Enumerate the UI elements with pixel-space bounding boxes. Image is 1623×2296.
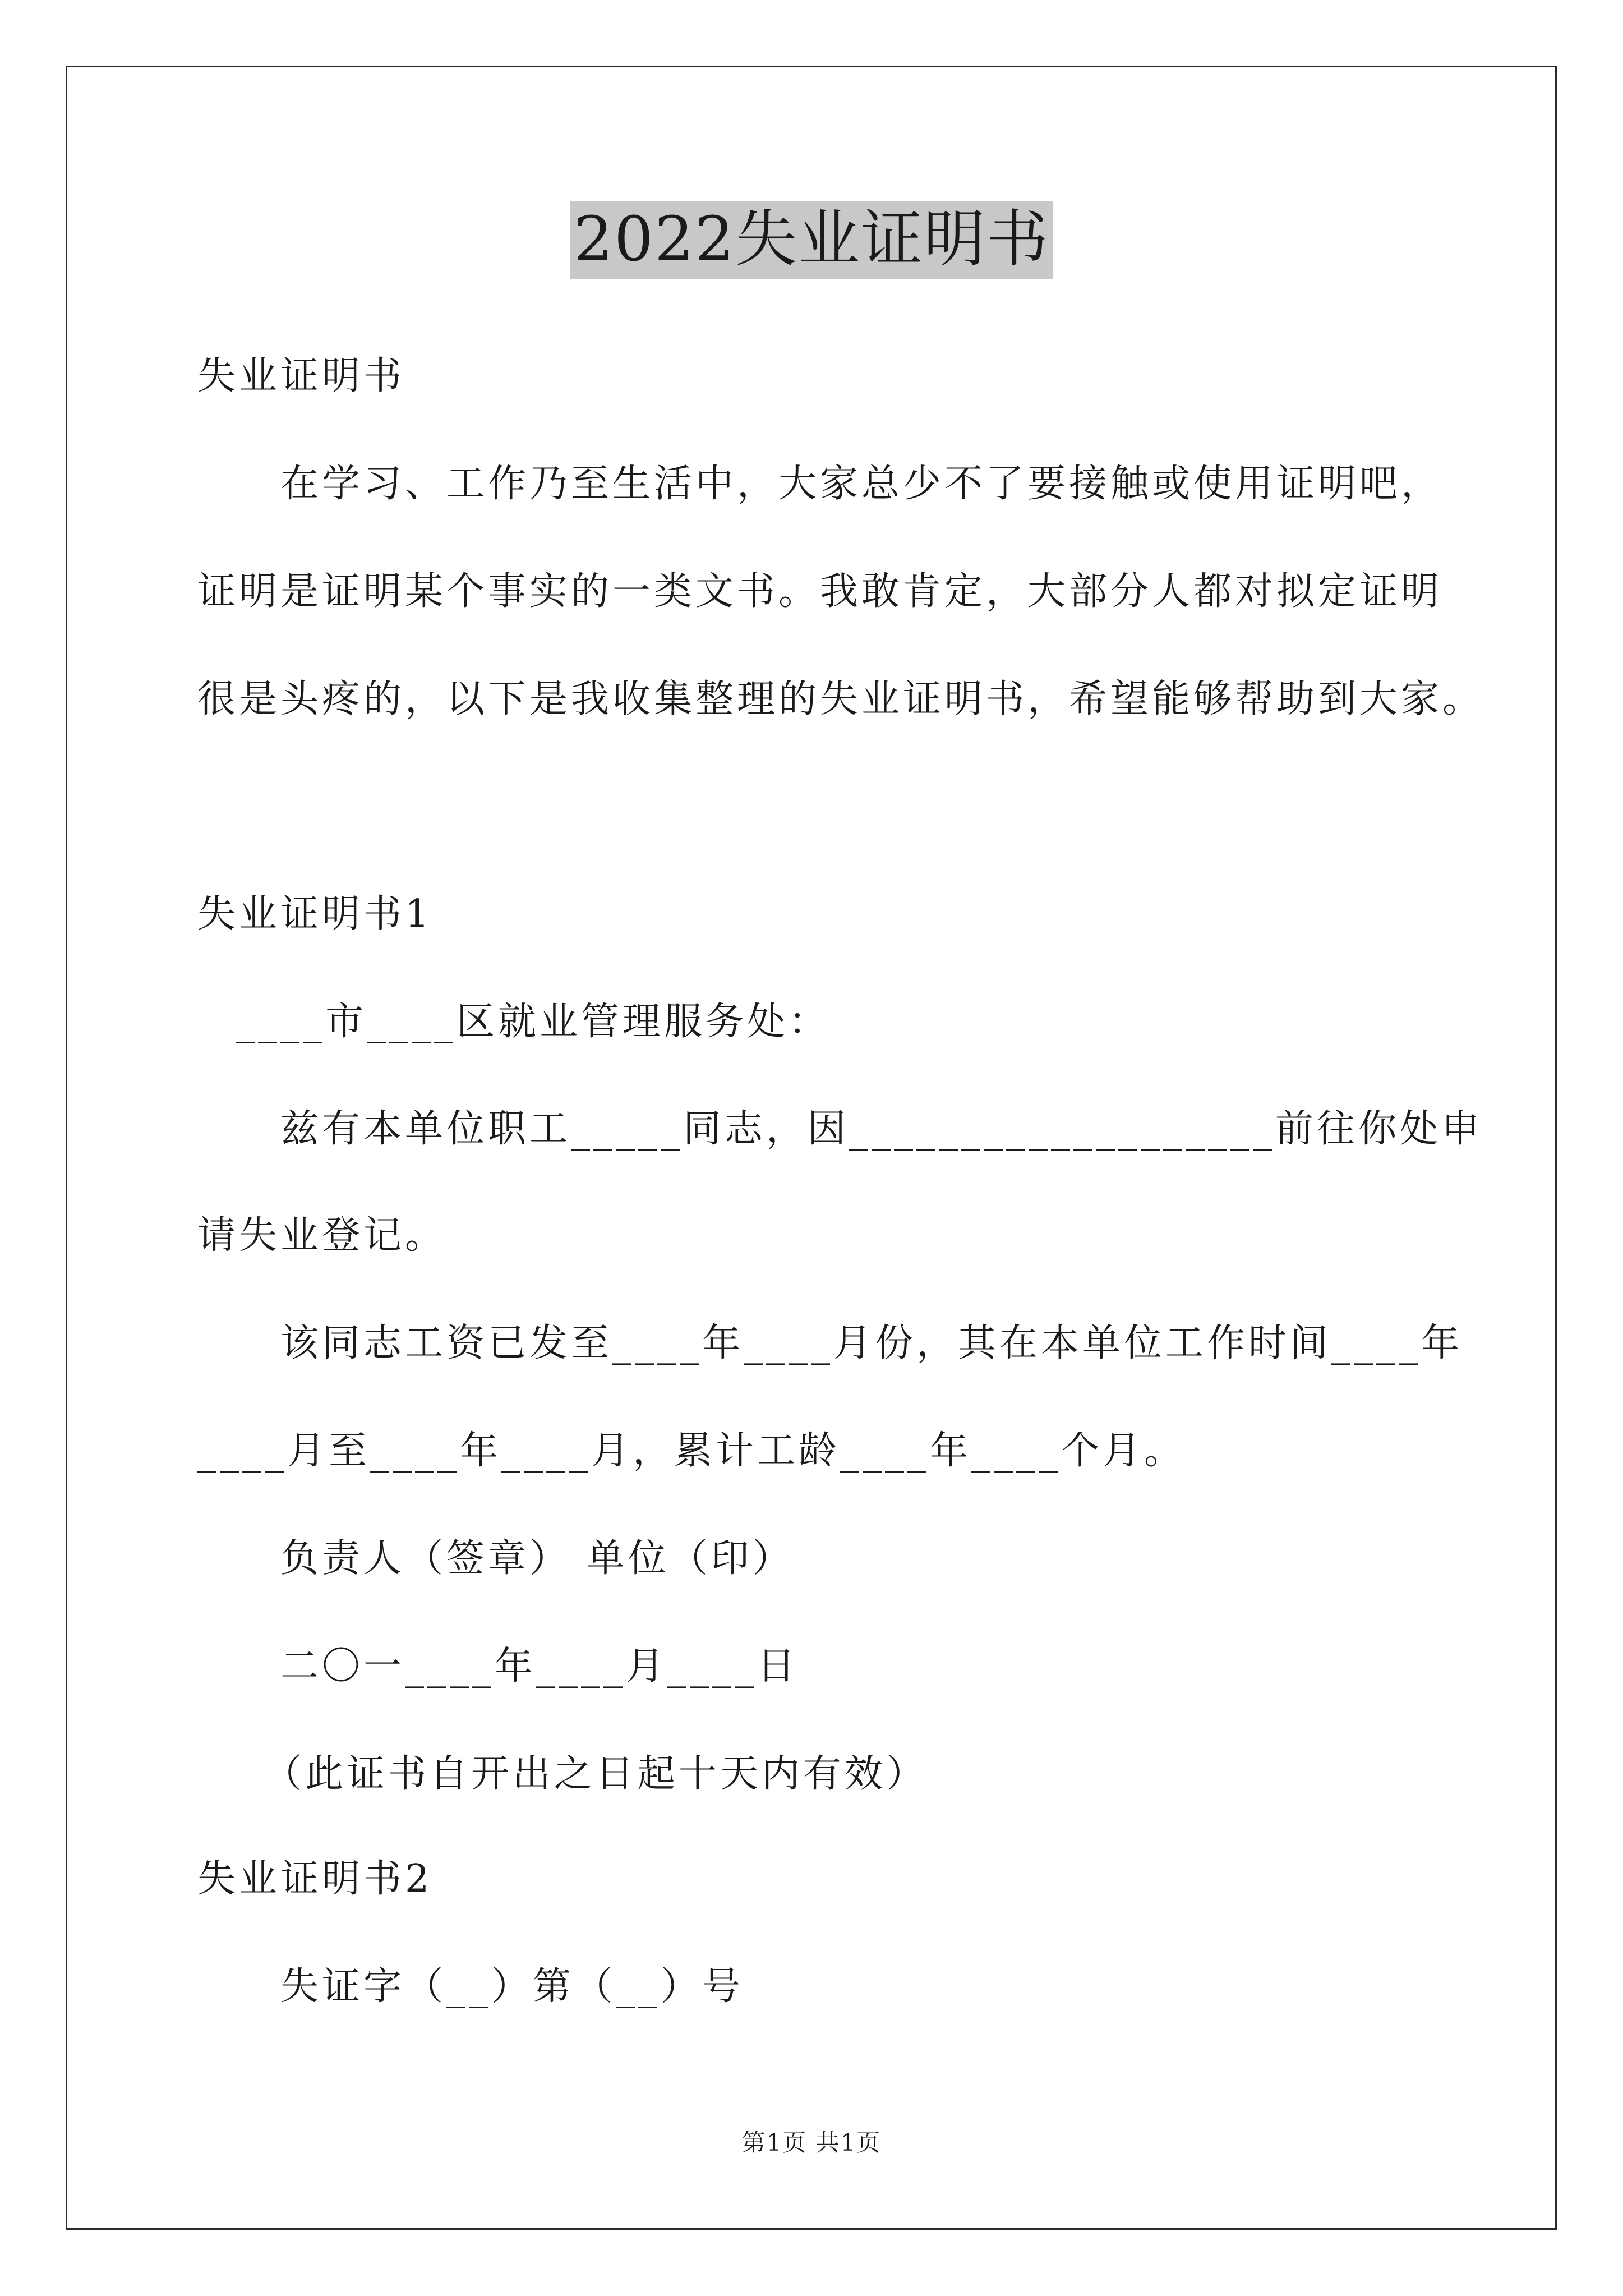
body-line-1: 兹有本单位职工_____同志，因___________________前往你处申 [280,1107,1483,1151]
intro-paragraph-line-3: 很是头疼的，以下是我收集整理的失业证明书，希望能够帮助到大家。 [197,677,1484,721]
signature-line: 负责人（签章） 单位（印） [280,1536,794,1581]
body-line-3: 该同志工资已发至____年____月份，其在本单位工作时间____年 [280,1321,1463,1365]
validity-note: （此证书自开出之日起十天内有效） [264,1752,928,1796]
intro-paragraph-line-2: 证明是证明某个事实的一类文书。我敢肯定，大部分人都对拟定证明 [197,569,1443,614]
document-title: 2022失业证明书 [0,200,1623,278]
page-number-footer: 第1页 共1页 [741,2129,882,2156]
body-line-4: ____月至____年____月，累计工龄____年____个月。 [197,1429,1186,1473]
section-heading-1: 失业证明书1 [197,892,433,936]
section-heading: 失业证明书 [197,354,405,398]
certificate-number-line: 失证字（__）第（__）号 [280,1964,744,2009]
date-line: 二〇一____年____月____日 [280,1644,799,1688]
intro-paragraph-line-1: 在学习、工作乃至生活中，大家总少不了要接触或使用证明吧， [280,462,1443,506]
addressee-line: ____市____区就业管理服务处： [236,1000,831,1044]
section-heading-2: 失业证明书2 [197,1857,433,1901]
body-line-2: 请失业登记。 [197,1213,447,1258]
